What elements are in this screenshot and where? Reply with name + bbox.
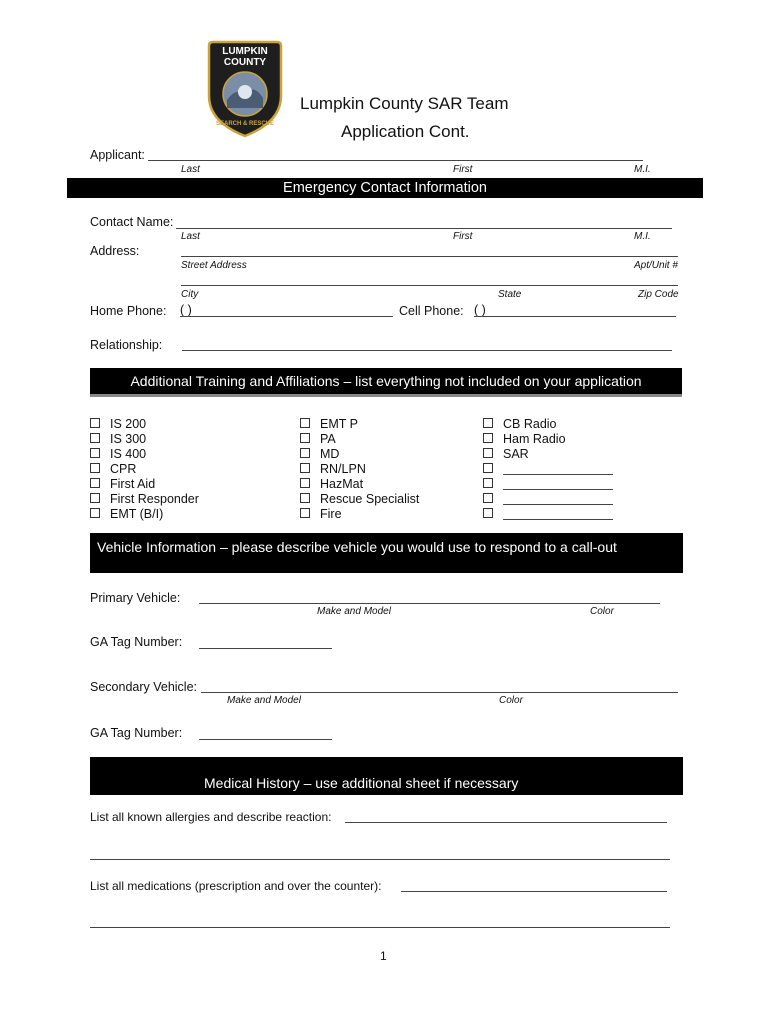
address-sub-street: Street Address [181, 260, 247, 271]
secondary-sub-color: Color [499, 695, 523, 706]
primary-vehicle-label: Primary Vehicle: [90, 591, 181, 605]
city-state-zip-field[interactable] [181, 285, 678, 286]
training-checkbox-item[interactable] [300, 462, 366, 476]
training-checkbox-item[interactable] [483, 417, 557, 431]
checkbox-icon[interactable] [300, 418, 310, 428]
checkbox-icon[interactable] [90, 448, 100, 458]
logo-text-bottom: SEARCH & RESCUE [215, 121, 275, 127]
checkbox-icon[interactable] [300, 493, 310, 503]
contact-name-field[interactable] [176, 228, 672, 229]
training-item-label: Ham Radio [503, 432, 566, 446]
page-subtitle: Application Cont. [341, 122, 470, 141]
training-item-label: IS 200 [110, 417, 147, 431]
training-checkbox-item[interactable] [90, 477, 155, 491]
training-item-label: MD [320, 447, 340, 461]
street-address-field[interactable] [181, 256, 678, 257]
training-item-label: First Aid [110, 477, 156, 491]
training-write-in-field[interactable] [503, 507, 613, 520]
training-checkbox-item[interactable] [483, 477, 613, 491]
address-sub-apt: Apt/Unit # [634, 260, 678, 271]
training-checkbox-item[interactable] [90, 492, 199, 506]
training-checkbox-item[interactable] [483, 447, 529, 461]
allergies-label: List all known allergies and describe reaction: [90, 810, 332, 824]
checkbox-icon[interactable] [483, 478, 493, 488]
page-number: 1 [380, 949, 387, 963]
training-write-in-field[interactable] [503, 462, 613, 475]
checkbox-icon[interactable] [483, 433, 493, 443]
address-sub-zip: Zip Code [638, 289, 679, 300]
training-item-label: CPR [110, 462, 137, 476]
medical-heading [90, 757, 683, 795]
medical-heading-text: Medical History – use additional sheet if necessary [204, 775, 519, 791]
medications-field-2[interactable] [90, 927, 670, 928]
primary-sub-make: Make and Model [317, 606, 391, 617]
checkbox-icon[interactable] [90, 478, 100, 488]
training-item-label: Fire [320, 507, 342, 521]
checkbox-icon[interactable] [90, 418, 100, 428]
training-item-label: CB Radio [503, 417, 557, 431]
applicant-field[interactable] [148, 160, 643, 161]
emergency-heading [67, 178, 703, 198]
applicant-sub-mi: M.I. [634, 164, 651, 175]
applicant-label: Applicant: [90, 148, 145, 162]
training-item-label: IS 400 [110, 447, 147, 461]
medications-field[interactable] [401, 891, 667, 892]
training-item-label: EMT P [320, 417, 358, 431]
training-checkbox-item[interactable] [300, 432, 336, 446]
training-checkbox-item[interactable] [90, 432, 146, 446]
training-checkbox-item[interactable] [300, 417, 358, 431]
address-sub-city: City [181, 289, 199, 300]
training-item-label: First Responder [110, 492, 199, 506]
checkbox-icon[interactable] [300, 508, 310, 518]
checkbox-icon[interactable] [300, 448, 310, 458]
medications-label: List all medications (prescription and over the counter): [90, 879, 382, 893]
training-checkbox-item[interactable] [483, 492, 613, 506]
contact-sub-first: First [453, 231, 473, 242]
checkbox-icon[interactable] [483, 493, 493, 503]
training-checkbox-item[interactable] [300, 492, 419, 506]
vehicle-heading-text: Vehicle Information – please describe vehicle you would use to respond to a call-out [97, 539, 617, 555]
training-checkbox-item[interactable] [90, 447, 146, 461]
vehicle-heading [90, 533, 683, 573]
checkbox-icon[interactable] [483, 508, 493, 518]
training-checkbox-item[interactable] [483, 462, 613, 476]
checkbox-icon[interactable] [90, 508, 100, 518]
training-checkbox-item[interactable] [483, 507, 613, 521]
primary-vehicle-field[interactable] [199, 603, 660, 604]
checkbox-icon[interactable] [90, 463, 100, 473]
training-heading-text: Additional Training and Affiliations – list everything not included on your application [130, 373, 642, 389]
relationship-field[interactable] [182, 350, 672, 351]
checkbox-icon[interactable] [300, 478, 310, 488]
training-item-label: SAR [503, 447, 529, 461]
training-item-label: RN/LPN [320, 462, 366, 476]
secondary-sub-make: Make and Model [227, 695, 301, 706]
contact-name-label: Contact Name: [90, 215, 174, 229]
checkbox-icon[interactable] [483, 448, 493, 458]
logo-text-top: LUMPKIN [222, 46, 268, 57]
training-checkbox-item[interactable] [300, 477, 363, 491]
checkbox-icon[interactable] [300, 433, 310, 443]
primary-sub-color: Color [590, 606, 614, 617]
training-checkbox-item[interactable] [300, 507, 342, 521]
ga-tag-label-2: GA Tag Number: [90, 726, 183, 740]
training-write-in-field[interactable] [503, 477, 613, 490]
training-heading [90, 368, 682, 394]
ga-tag-field[interactable] [199, 648, 332, 649]
allergies-field[interactable] [345, 822, 667, 823]
address-sub-state: State [498, 289, 522, 300]
training-checkbox-item[interactable] [90, 507, 163, 521]
secondary-vehicle-field[interactable] [201, 692, 678, 693]
applicant-sub-last: Last [181, 164, 200, 175]
applicant-sub-first: First [453, 164, 473, 175]
allergies-field-2[interactable] [90, 859, 670, 860]
address-label: Address: [90, 244, 140, 258]
training-checkbox-item[interactable] [90, 462, 136, 476]
home-phone-field[interactable] [180, 316, 393, 317]
training-item-label: Rescue Specialist [320, 492, 420, 506]
training-checkbox-item[interactable] [300, 447, 339, 461]
secondary-vehicle-label: Secondary Vehicle: [90, 680, 198, 694]
training-write-in-field[interactable] [503, 492, 613, 505]
cell-phone-field[interactable] [474, 316, 676, 317]
cell-phone-prefix: ( ) [474, 303, 486, 317]
ga-tag-field-2[interactable] [199, 739, 332, 740]
checkbox-icon[interactable] [90, 493, 100, 503]
logo-text-mid: COUNTY [223, 57, 267, 68]
training-item-label: EMT (B/I) [110, 507, 164, 521]
checkbox-icon[interactable] [300, 463, 310, 473]
training-item-label: HazMat [320, 477, 364, 491]
emergency-heading-text: Emergency Contact Information [283, 180, 487, 196]
org-title: Lumpkin County SAR Team [300, 94, 509, 113]
training-checkbox-item[interactable] [90, 417, 146, 431]
home-phone-prefix: ( ) [180, 303, 192, 317]
checkbox-icon[interactable] [483, 418, 493, 428]
checkbox-icon[interactable] [483, 463, 493, 473]
ga-tag-label: GA Tag Number: [90, 635, 183, 649]
contact-sub-last: Last [181, 231, 200, 242]
home-phone-label: Home Phone: [90, 304, 167, 318]
training-checkbox-item[interactable] [483, 432, 566, 446]
contact-sub-mi: M.I. [634, 231, 651, 242]
checkbox-icon[interactable] [90, 433, 100, 443]
training-item-label: PA [320, 432, 336, 446]
county-logo [205, 38, 285, 138]
cell-phone-label: Cell Phone: [399, 304, 464, 318]
relationship-label: Relationship: [90, 338, 163, 352]
training-item-label: IS 300 [110, 432, 147, 446]
